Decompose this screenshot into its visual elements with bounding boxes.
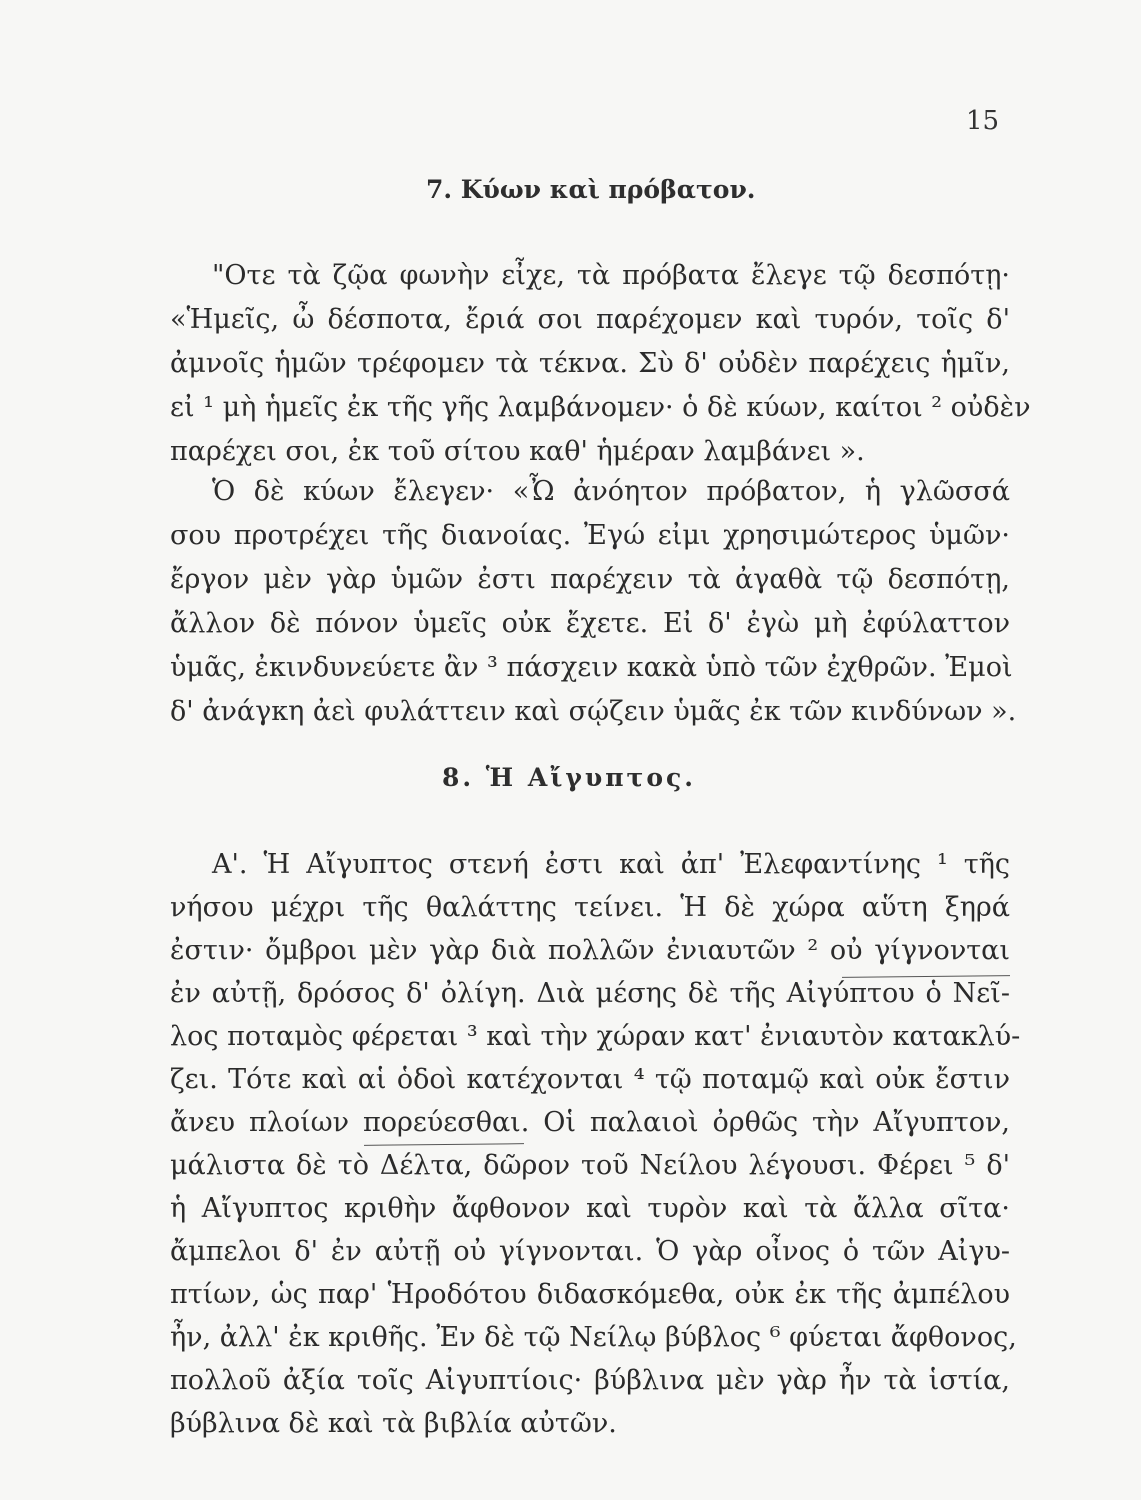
section-8-title: 8. Ἡ Αἴγυπτος. xyxy=(442,763,696,792)
text-line: ἄμπελοι δ' ἐν αὐτῇ οὐ γίγνονται. Ὁ γὰρ οἶνος ὁ τῶν Αἰγυ- xyxy=(170,1236,1010,1267)
text-line: σου προτρέχει τῆς διανοίας. Ἐγώ εἰμι χρησιμώτερος ὑμῶν· xyxy=(170,520,1010,551)
text-line: ἡ Αἴγυπτος κριθὴν ἄφθονον καὶ τυρὸν καὶ τὰ ἄλλα σῖτα· xyxy=(170,1193,1010,1224)
text-line: ἄνευ πλοίων πορεύεσθαι. Οἱ παλαιοὶ ὀρθῶς τὴν Αἴγυπτον, xyxy=(170,1107,1010,1138)
text-line: λος ποταμὸς φέρεται ³ καὶ τὴν χώραν κατ' ἐνιαυτὸν κατακλύ- xyxy=(170,1021,1021,1052)
page-number: 15 xyxy=(966,106,1000,136)
text-line: Α'. Ἡ Αἴγυπτος στενή ἐστι καὶ ἀπ' Ἐλεφαντίνης ¹ τῆς xyxy=(212,849,1010,880)
text-line: πτίων, ὡς παρ' Ἡροδότου διδασκόμεθα, οὐκ ἐκ τῆς ἀμπέλου xyxy=(170,1279,1010,1310)
pencil-underline xyxy=(364,1143,524,1146)
text-line: εἰ ¹ μὴ ἡμεῖς ἐκ τῆς γῆς λαμβάνομεν· ὁ δὲ κύων, καίτοι ² οὐδὲν xyxy=(170,392,1031,423)
text-line: ἄλλον δὲ πόνον ὑμεῖς οὐκ ἔχετε. Εἰ δ' ἐγὼ μὴ ἐφύλαττον xyxy=(170,608,1010,639)
text-line: βύβλινα δὲ καὶ τὰ βιβλία αὐτῶν. xyxy=(170,1408,617,1439)
text-line: νήσου μέχρι τῆς θαλάττης τείνει. Ἡ δὲ χώρα αὕτη ξηρά xyxy=(170,892,1010,923)
text-line: μάλιστα δὲ τὸ Δέλτα, δῶρον τοῦ Νείλου λέγουσι. Φέρει ⁵ δ' xyxy=(170,1150,1010,1181)
text-line: ἦν, ἀλλ' ἐκ κριθῆς. Ἐν δὲ τῷ Νείλῳ βύβλος ⁶ φύεται ἄφθονος, xyxy=(170,1322,1017,1353)
section-7-title: 7. Κύων καὶ πρόβατον. xyxy=(426,175,756,204)
text-line: ἀμνοῖς ἡμῶν τρέφομεν τὰ τέκνα. Σὺ δ' οὐδὲν παρέχεις ἡμῖν, xyxy=(170,348,1010,379)
text-line: «Ἡμεῖς, ὦ δέσποτα, ἔριά σοι παρέχομεν καὶ τυρόν, τοῖς δ' xyxy=(170,304,1010,335)
text-line: δ' ἀνάγκη ἀεὶ φυλάττειν καὶ σῴζειν ὑμᾶς ἐκ τῶν κινδύνων ». xyxy=(170,696,1017,727)
text-line: Ὁ δὲ κύων ἔλεγεν· «Ὦ ἀνόητον πρόβατον, ἡ γλῶσσά xyxy=(212,476,1010,507)
text-line: ἔργον μὲν γὰρ ὑμῶν ἐστι παρέχειν τὰ ἀγαθὰ τῷ δεσπότῃ, xyxy=(170,564,1010,595)
text-line: ὑμᾶς, ἐκινδυνεύετε ἂν ³ πάσχειν κακὰ ὑπὸ τῶν ἐχθρῶν. Ἐμοὶ xyxy=(170,652,1013,683)
text-line: ζει. Τότε καὶ αἱ ὁδοὶ κατέχονται ⁴ τῷ ποταμῷ καὶ οὐκ ἔστιν xyxy=(170,1064,1010,1095)
text-line: παρέχει σοι, ἐκ τοῦ σίτου καθ' ἡμέραν λαμβάνει ». xyxy=(170,436,865,467)
text-line: πολλοῦ ἀξία τοῖς Αἰγυπτίοις· βύβλινα μὲν γὰρ ἦν τὰ ἱστία, xyxy=(170,1365,1010,1396)
text-line: ἐν αὐτῇ, δρόσος δ' ὀλίγη. Διὰ μέσης δὲ τῆς Αἰγύπτου ὁ Νεῖ- xyxy=(170,978,1010,1009)
text-line: ἐστιν· ὄμβροι μὲν γὰρ διὰ πολλῶν ἐνιαυτῶν ² οὐ γίγνονται xyxy=(170,935,1010,966)
text-line: "Οτε τὰ ζῷα φωνὴν εἶχε, τὰ πρόβατα ἔλεγε τῷ δεσπότῃ· xyxy=(212,260,1010,291)
